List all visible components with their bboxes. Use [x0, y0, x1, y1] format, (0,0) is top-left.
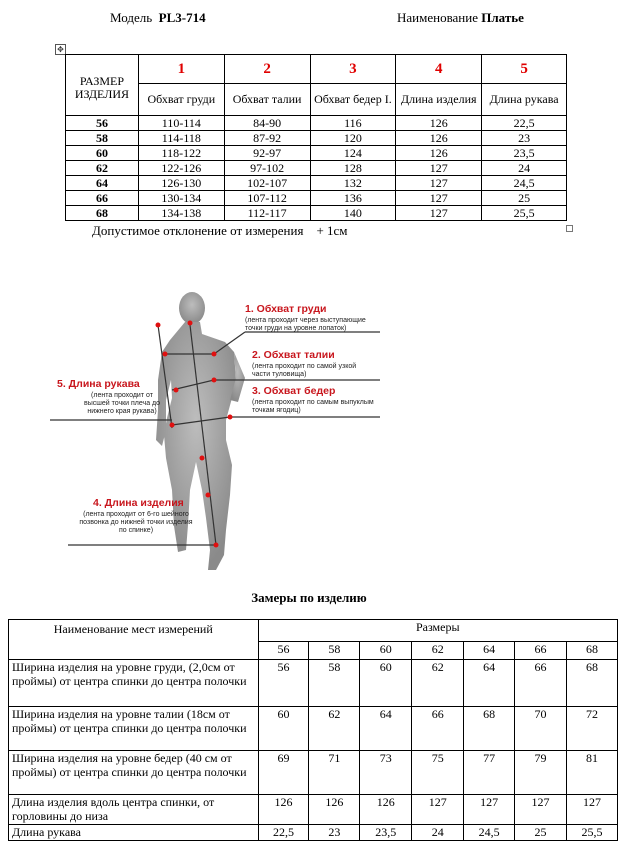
- size-table: [65, 54, 567, 221]
- value-cell: 127: [396, 161, 482, 176]
- value-cell: 107-112: [224, 191, 310, 206]
- value-cell: 120: [310, 131, 396, 146]
- tolerance-text: Допустимое отклонение от измерения: [92, 223, 304, 238]
- size-cell: 62: [66, 161, 139, 176]
- measurement-value: 66: [515, 660, 567, 707]
- column-number: 1: [138, 55, 224, 84]
- measurement-value: 24: [412, 825, 464, 841]
- tolerance-value: + 1см: [316, 223, 348, 238]
- value-cell: 130-134: [138, 191, 224, 206]
- value-cell: 126-130: [138, 176, 224, 191]
- measurement-value: 62: [412, 660, 464, 707]
- column-number: 5: [482, 55, 567, 84]
- value-cell: 132: [310, 176, 396, 191]
- column-header: Обхват груди: [138, 84, 224, 116]
- measurement-value: 126: [309, 795, 360, 825]
- measurement-value: 62: [309, 707, 360, 751]
- table-row: [9, 660, 618, 707]
- name-label: Наименование: [397, 10, 478, 25]
- model-line: [110, 10, 206, 26]
- value-cell: 127: [396, 206, 482, 221]
- measurement-value: 73: [360, 751, 412, 795]
- measurement-value: 58: [309, 660, 360, 707]
- value-cell: 112-117: [224, 206, 310, 221]
- measurement-value: 70: [515, 707, 567, 751]
- table-row: [66, 191, 567, 206]
- value-cell: 92-97: [224, 146, 310, 161]
- length-label: 4. Длина изделия: [93, 497, 184, 509]
- measurements-table: [8, 619, 618, 841]
- value-cell: 126: [396, 146, 482, 161]
- table-row: [9, 825, 618, 841]
- value-cell: 134-138: [138, 206, 224, 221]
- value-cell: 127: [396, 176, 482, 191]
- measurement-value: 127: [412, 795, 464, 825]
- value-cell: 128: [310, 161, 396, 176]
- value-cell: 25,5: [482, 206, 567, 221]
- size-header-cell: 64: [464, 642, 515, 660]
- size-header-cell: 58: [309, 642, 360, 660]
- value-cell: 118-122: [138, 146, 224, 161]
- measurement-value: 79: [515, 751, 567, 795]
- measurement-value: 71: [309, 751, 360, 795]
- measurement-value: 127: [567, 795, 618, 825]
- value-cell: 126: [396, 131, 482, 146]
- value-cell: 102-107: [224, 176, 310, 191]
- table-row: [66, 116, 567, 131]
- value-cell: 122-126: [138, 161, 224, 176]
- chest-label: 1. Обхват груди: [245, 303, 327, 315]
- table-row: [9, 795, 618, 825]
- chest-desc: (лента проходит через выступающие точки груди на уровне лопаток): [245, 317, 366, 332]
- tolerance-line: [92, 223, 348, 239]
- measurement-value: 69: [258, 751, 309, 795]
- measurement-value: 68: [567, 660, 618, 707]
- measurement-value: 23: [309, 825, 360, 841]
- size-header-cell: 66: [515, 642, 567, 660]
- measurement-name: Ширина изделия на уровне бедер (40 см от проймы) от центра спинки до центра полочки: [9, 751, 259, 795]
- measurement-name: Ширина изделия на уровне талии (18см от проймы) от центра спинки до центра полочки: [9, 707, 259, 751]
- value-cell: 25: [482, 191, 567, 206]
- table-row: [66, 161, 567, 176]
- measurement-value: 75: [412, 751, 464, 795]
- value-cell: 116: [310, 116, 396, 131]
- measurement-name: Длина рукава: [9, 825, 259, 841]
- column-header: Длина рукава: [482, 84, 567, 116]
- measurement-value: 60: [360, 660, 412, 707]
- size-cell: 60: [66, 146, 139, 161]
- hips-desc: (лента проходит по самым выпуклым точкам ягодиц): [252, 399, 374, 414]
- size-header-cell: 62: [412, 642, 464, 660]
- value-cell: 110-114: [138, 116, 224, 131]
- size-header-cell: 60: [360, 642, 412, 660]
- value-cell: 23: [482, 131, 567, 146]
- table-row: [66, 146, 567, 161]
- name-header: Наименование мест измерений: [9, 620, 259, 660]
- value-cell: 124: [310, 146, 396, 161]
- measurement-name: Длина изделия вдоль центра спинки, от горловины до низа: [9, 795, 259, 825]
- size-cell: 58: [66, 131, 139, 146]
- measurement-name: Ширина изделия на уровне груди, (2,0см от проймы) от центра спинки до центра полочки: [9, 660, 259, 707]
- measurement-value: 22,5: [258, 825, 309, 841]
- measurement-value: 126: [360, 795, 412, 825]
- size-cell: 64: [66, 176, 139, 191]
- value-cell: 84-90: [224, 116, 310, 131]
- name-value: Платье: [481, 10, 524, 25]
- name-line: [397, 10, 524, 26]
- column-number: 3: [310, 55, 396, 84]
- measurement-value: 72: [567, 707, 618, 751]
- sleeve-desc: (лента проходит от высшей точки плеча до нижнего края рукава): [83, 392, 161, 415]
- measurement-value: 60: [258, 707, 309, 751]
- value-cell: 127: [396, 191, 482, 206]
- measurement-value: 24,5: [464, 825, 515, 841]
- value-cell: 140: [310, 206, 396, 221]
- model-value: PL3-714: [158, 10, 206, 25]
- table-resize-handle[interactable]: [566, 225, 573, 232]
- table-move-handle-icon[interactable]: ✥: [55, 44, 66, 55]
- sleeve-label: 5. Длина рукава: [57, 378, 140, 390]
- waist-desc: (лента проходит по самой узкой части туловища): [252, 363, 357, 378]
- size-cell: 68: [66, 206, 139, 221]
- measurement-value: 56: [258, 660, 309, 707]
- measurement-value: 127: [515, 795, 567, 825]
- measurement-value: 23,5: [360, 825, 412, 841]
- waist-label: 2. Обхват талии: [252, 349, 335, 361]
- hips-label: 3. Обхват бедер: [252, 385, 336, 397]
- measurement-value: 127: [464, 795, 515, 825]
- measurement-value: 25,5: [567, 825, 618, 841]
- value-cell: 114-118: [138, 131, 224, 146]
- measurement-value: 64: [360, 707, 412, 751]
- length-desc: (лента проходит от 6-го шейного позвонка до нижней точки изделия по спинке): [79, 511, 193, 534]
- value-cell: 136: [310, 191, 396, 206]
- table-row: [9, 751, 618, 795]
- column-number: 2: [224, 55, 310, 84]
- size-header-cell: 56: [258, 642, 309, 660]
- measurement-value: 64: [464, 660, 515, 707]
- size-cell: 56: [66, 116, 139, 131]
- value-cell: 23,5: [482, 146, 567, 161]
- sizes-header: Размеры: [258, 620, 618, 642]
- table-row: [66, 176, 567, 191]
- value-cell: 87-92: [224, 131, 310, 146]
- measurement-value: 81: [567, 751, 618, 795]
- table-row: [66, 206, 567, 221]
- column-header: Обхват бедер I.: [310, 84, 396, 116]
- value-cell: 126: [396, 116, 482, 131]
- size-cell: 66: [66, 191, 139, 206]
- column-number: 4: [396, 55, 482, 84]
- value-cell: 97-102: [224, 161, 310, 176]
- size-header: РАЗМЕР ИЗДЕЛИЯ: [66, 55, 139, 116]
- size-header-cell: 68: [567, 642, 618, 660]
- value-cell: 22,5: [482, 116, 567, 131]
- model-label: Модель: [110, 10, 153, 25]
- column-header: Обхват талии: [224, 84, 310, 116]
- measurement-value: 25: [515, 825, 567, 841]
- value-cell: 24,5: [482, 176, 567, 191]
- measurements-title: Замеры по изделию: [251, 590, 367, 605]
- body-figure-illustration: [40, 290, 400, 580]
- measurement-value: 77: [464, 751, 515, 795]
- value-cell: 24: [482, 161, 567, 176]
- measurement-value: 66: [412, 707, 464, 751]
- table-row: [66, 131, 567, 146]
- table-row: [9, 707, 618, 751]
- column-header: Длина изделия: [396, 84, 482, 116]
- measurement-value: 126: [258, 795, 309, 825]
- measurement-value: 68: [464, 707, 515, 751]
